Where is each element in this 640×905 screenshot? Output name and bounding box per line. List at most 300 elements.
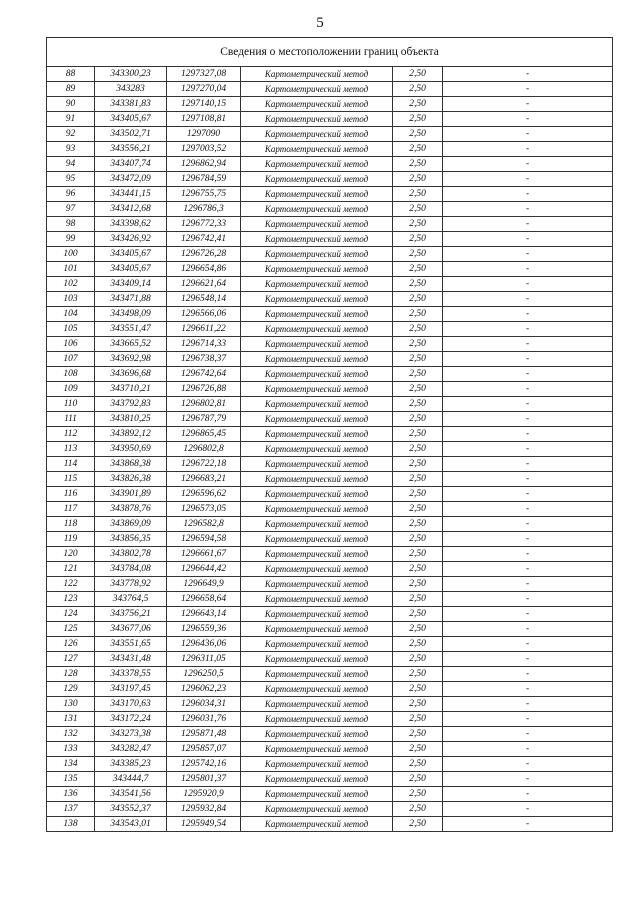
point-number-cell: 104 — [47, 307, 95, 322]
method-cell: Картометрический метод — [241, 787, 393, 802]
coordinate-x-cell: 343441,15 — [95, 187, 167, 202]
coordinate-x-cell: 343273,38 — [95, 727, 167, 742]
table-title-row — [47, 38, 613, 67]
point-number-cell: 95 — [47, 172, 95, 187]
point-number-cell: 108 — [47, 367, 95, 382]
coordinate-y-cell: 1296573,05 — [167, 502, 241, 517]
method-cell: Картометрический метод — [241, 757, 393, 772]
coordinate-x-cell: 343810,25 — [95, 412, 167, 427]
note-cell: - — [443, 157, 613, 172]
point-number-cell: 117 — [47, 502, 95, 517]
coordinate-x-cell: 343472,09 — [95, 172, 167, 187]
coordinate-y-cell: 1295920,9 — [167, 787, 241, 802]
method-cell: Картометрический метод — [241, 667, 393, 682]
note-cell: - — [443, 97, 613, 112]
note-cell: - — [443, 502, 613, 517]
point-number-cell: 99 — [47, 232, 95, 247]
coordinate-x-cell: 343778,92 — [95, 577, 167, 592]
table-row — [47, 712, 613, 727]
coordinate-x-cell: 343710,21 — [95, 382, 167, 397]
table-row — [47, 277, 613, 292]
note-cell: - — [443, 772, 613, 787]
table-row — [47, 217, 613, 232]
point-number-cell: 91 — [47, 112, 95, 127]
accuracy-cell: 2,50 — [393, 187, 443, 202]
note-cell: - — [443, 667, 613, 682]
table-body — [47, 38, 613, 832]
coordinate-x-cell: 343950,69 — [95, 442, 167, 457]
coordinate-x-cell: 343426,92 — [95, 232, 167, 247]
accuracy-cell: 2,50 — [393, 697, 443, 712]
coordinate-y-cell: 1297108,81 — [167, 112, 241, 127]
point-number-cell: 113 — [47, 442, 95, 457]
table-row — [47, 157, 613, 172]
coordinate-y-cell: 1297327,08 — [167, 67, 241, 82]
point-number-cell: 118 — [47, 517, 95, 532]
point-number-cell: 94 — [47, 157, 95, 172]
note-cell: - — [443, 472, 613, 487]
coordinate-x-cell: 343498,09 — [95, 307, 167, 322]
coordinate-y-cell: 1296802,8 — [167, 442, 241, 457]
coordinate-x-cell: 343502,71 — [95, 127, 167, 142]
accuracy-cell: 2,50 — [393, 637, 443, 652]
note-cell: - — [443, 727, 613, 742]
accuracy-cell: 2,50 — [393, 142, 443, 157]
coordinate-y-cell: 1296649,9 — [167, 577, 241, 592]
point-number-cell: 106 — [47, 337, 95, 352]
table-row — [47, 457, 613, 472]
accuracy-cell: 2,50 — [393, 277, 443, 292]
coordinate-x-cell: 343407,74 — [95, 157, 167, 172]
accuracy-cell: 2,50 — [393, 427, 443, 442]
accuracy-cell: 2,50 — [393, 802, 443, 817]
coordinate-y-cell: 1296714,33 — [167, 337, 241, 352]
coordinate-x-cell: 343471,88 — [95, 292, 167, 307]
table-row — [47, 742, 613, 757]
table-row — [47, 187, 613, 202]
note-cell: - — [443, 622, 613, 637]
coordinate-y-cell: 1296742,41 — [167, 232, 241, 247]
point-number-cell: 133 — [47, 742, 95, 757]
coordinate-x-cell: 343543,01 — [95, 817, 167, 832]
method-cell: Картометрический метод — [241, 802, 393, 817]
table-row — [47, 412, 613, 427]
coordinate-x-cell: 343197,45 — [95, 682, 167, 697]
accuracy-cell: 2,50 — [393, 112, 443, 127]
accuracy-cell: 2,50 — [393, 202, 443, 217]
coordinate-y-cell: 1296772,33 — [167, 217, 241, 232]
method-cell: Картометрический метод — [241, 382, 393, 397]
point-number-cell: 120 — [47, 547, 95, 562]
method-cell: Картометрический метод — [241, 397, 393, 412]
coordinate-y-cell: 1296742,64 — [167, 367, 241, 382]
note-cell: - — [443, 487, 613, 502]
note-cell: - — [443, 787, 613, 802]
method-cell: Картометрический метод — [241, 577, 393, 592]
point-number-cell: 135 — [47, 772, 95, 787]
note-cell: - — [443, 307, 613, 322]
coordinate-y-cell: 1296862,94 — [167, 157, 241, 172]
point-number-cell: 127 — [47, 652, 95, 667]
accuracy-cell: 2,50 — [393, 127, 443, 142]
method-cell: Картометрический метод — [241, 607, 393, 622]
coordinate-y-cell: 1296802,81 — [167, 397, 241, 412]
note-cell: - — [443, 382, 613, 397]
point-number-cell: 115 — [47, 472, 95, 487]
point-number-cell: 90 — [47, 97, 95, 112]
table-row — [47, 802, 613, 817]
accuracy-cell: 2,50 — [393, 412, 443, 427]
table-row — [47, 172, 613, 187]
coordinate-y-cell: 1296784,59 — [167, 172, 241, 187]
method-cell: Картометрический метод — [241, 352, 393, 367]
coordinate-y-cell: 1297090 — [167, 127, 241, 142]
coordinate-y-cell: 1296582,8 — [167, 517, 241, 532]
method-cell: Картометрический метод — [241, 247, 393, 262]
point-number-cell: 126 — [47, 637, 95, 652]
point-number-cell: 97 — [47, 202, 95, 217]
coordinate-x-cell: 343868,38 — [95, 457, 167, 472]
method-cell: Картометрический метод — [241, 277, 393, 292]
table-row — [47, 577, 613, 592]
coordinate-x-cell: 343405,67 — [95, 112, 167, 127]
coordinate-y-cell: 1296786,3 — [167, 202, 241, 217]
point-number-cell: 134 — [47, 757, 95, 772]
table-row — [47, 442, 613, 457]
accuracy-cell: 2,50 — [393, 757, 443, 772]
accuracy-cell: 2,50 — [393, 247, 443, 262]
note-cell: - — [443, 67, 613, 82]
method-cell: Картометрический метод — [241, 742, 393, 757]
coordinate-y-cell: 1296726,28 — [167, 247, 241, 262]
coordinate-x-cell: 343412,68 — [95, 202, 167, 217]
note-cell: - — [443, 427, 613, 442]
accuracy-cell: 2,50 — [393, 472, 443, 487]
note-cell: - — [443, 142, 613, 157]
note-cell: - — [443, 637, 613, 652]
accuracy-cell: 2,50 — [393, 562, 443, 577]
coordinate-y-cell: 1296611,22 — [167, 322, 241, 337]
note-cell: - — [443, 652, 613, 667]
note-cell: - — [443, 322, 613, 337]
table-row — [47, 337, 613, 352]
accuracy-cell: 2,50 — [393, 232, 443, 247]
accuracy-cell: 2,50 — [393, 292, 443, 307]
table-row — [47, 202, 613, 217]
accuracy-cell: 2,50 — [393, 547, 443, 562]
accuracy-cell: 2,50 — [393, 487, 443, 502]
method-cell: Картометрический метод — [241, 727, 393, 742]
coordinate-x-cell: 343172,24 — [95, 712, 167, 727]
point-number-cell: 129 — [47, 682, 95, 697]
coordinate-x-cell: 343878,76 — [95, 502, 167, 517]
coordinate-y-cell: 1297140,15 — [167, 97, 241, 112]
coordinate-x-cell: 343892,12 — [95, 427, 167, 442]
note-cell: - — [443, 82, 613, 97]
point-number-cell: 110 — [47, 397, 95, 412]
note-cell: - — [443, 412, 613, 427]
coordinate-y-cell: 1295949,54 — [167, 817, 241, 832]
table-row — [47, 757, 613, 772]
method-cell: Картометрический метод — [241, 472, 393, 487]
table-row — [47, 232, 613, 247]
coordinate-y-cell: 1296436,06 — [167, 637, 241, 652]
coordinate-y-cell: 1296787,79 — [167, 412, 241, 427]
accuracy-cell: 2,50 — [393, 712, 443, 727]
table-row — [47, 502, 613, 517]
table-row — [47, 367, 613, 382]
table-row — [47, 397, 613, 412]
note-cell: - — [443, 607, 613, 622]
note-cell: - — [443, 112, 613, 127]
method-cell: Картометрический метод — [241, 712, 393, 727]
table-row — [47, 637, 613, 652]
accuracy-cell: 2,50 — [393, 622, 443, 637]
note-cell: - — [443, 457, 613, 472]
table-row — [47, 652, 613, 667]
coordinate-x-cell: 343405,67 — [95, 247, 167, 262]
coordinate-y-cell: 1296865,45 — [167, 427, 241, 442]
coordinate-y-cell: 1296738,37 — [167, 352, 241, 367]
accuracy-cell: 2,50 — [393, 577, 443, 592]
table-row — [47, 697, 613, 712]
method-cell: Картометрический метод — [241, 427, 393, 442]
coordinate-y-cell: 1296654,86 — [167, 262, 241, 277]
note-cell: - — [443, 532, 613, 547]
method-cell: Картометрический метод — [241, 547, 393, 562]
note-cell: - — [443, 247, 613, 262]
method-cell: Картометрический метод — [241, 307, 393, 322]
accuracy-cell: 2,50 — [393, 787, 443, 802]
method-cell: Картометрический метод — [241, 487, 393, 502]
method-cell: Картометрический метод — [241, 112, 393, 127]
table-row — [47, 607, 613, 622]
coordinate-y-cell: 1296034,31 — [167, 697, 241, 712]
accuracy-cell: 2,50 — [393, 367, 443, 382]
coordinate-y-cell: 1296643,14 — [167, 607, 241, 622]
point-number-cell: 103 — [47, 292, 95, 307]
point-number-cell: 111 — [47, 412, 95, 427]
coordinate-y-cell: 1296031,76 — [167, 712, 241, 727]
coordinate-x-cell: 343283 — [95, 82, 167, 97]
point-number-cell: 89 — [47, 82, 95, 97]
accuracy-cell: 2,50 — [393, 727, 443, 742]
accuracy-cell: 2,50 — [393, 172, 443, 187]
boundary-coordinates-table — [46, 37, 613, 832]
coordinate-x-cell: 343826,38 — [95, 472, 167, 487]
table-row — [47, 127, 613, 142]
point-number-cell: 132 — [47, 727, 95, 742]
accuracy-cell: 2,50 — [393, 337, 443, 352]
note-cell: - — [443, 202, 613, 217]
point-number-cell: 116 — [47, 487, 95, 502]
coordinate-x-cell: 343541,56 — [95, 787, 167, 802]
method-cell: Картометрический метод — [241, 817, 393, 832]
accuracy-cell: 2,50 — [393, 592, 443, 607]
point-number-cell: 96 — [47, 187, 95, 202]
accuracy-cell: 2,50 — [393, 307, 443, 322]
method-cell: Картометрический метод — [241, 217, 393, 232]
point-number-cell: 100 — [47, 247, 95, 262]
accuracy-cell: 2,50 — [393, 817, 443, 832]
accuracy-cell: 2,50 — [393, 502, 443, 517]
coordinate-x-cell: 343756,21 — [95, 607, 167, 622]
accuracy-cell: 2,50 — [393, 397, 443, 412]
point-number-cell: 101 — [47, 262, 95, 277]
method-cell: Картометрический метод — [241, 97, 393, 112]
note-cell: - — [443, 712, 613, 727]
method-cell: Картометрический метод — [241, 202, 393, 217]
note-cell: - — [443, 172, 613, 187]
coordinate-y-cell: 1296755,75 — [167, 187, 241, 202]
table-row — [47, 292, 613, 307]
method-cell: Картометрический метод — [241, 412, 393, 427]
coordinate-y-cell: 1296658,64 — [167, 592, 241, 607]
table-row — [47, 817, 613, 832]
accuracy-cell: 2,50 — [393, 352, 443, 367]
coordinate-y-cell: 1296644,42 — [167, 562, 241, 577]
coordinate-x-cell: 343431,48 — [95, 652, 167, 667]
coordinate-x-cell: 343696,68 — [95, 367, 167, 382]
note-cell: - — [443, 817, 613, 832]
method-cell: Картометрический метод — [241, 337, 393, 352]
boundary-table-container — [46, 37, 612, 832]
table-row — [47, 322, 613, 337]
note-cell: - — [443, 232, 613, 247]
coordinate-y-cell: 1296661,67 — [167, 547, 241, 562]
accuracy-cell: 2,50 — [393, 742, 443, 757]
method-cell: Картометрический метод — [241, 442, 393, 457]
method-cell: Картометрический метод — [241, 262, 393, 277]
method-cell: Картометрический метод — [241, 82, 393, 97]
table-row — [47, 427, 613, 442]
coordinate-y-cell: 1295742,16 — [167, 757, 241, 772]
accuracy-cell: 2,50 — [393, 157, 443, 172]
coordinate-y-cell: 1296596,62 — [167, 487, 241, 502]
table-row — [47, 562, 613, 577]
coordinate-y-cell: 1296311,05 — [167, 652, 241, 667]
coordinate-y-cell: 1296722,18 — [167, 457, 241, 472]
note-cell: - — [443, 697, 613, 712]
table-row — [47, 667, 613, 682]
point-number-cell: 124 — [47, 607, 95, 622]
point-number-cell: 112 — [47, 427, 95, 442]
method-cell: Картометрический метод — [241, 622, 393, 637]
point-number-cell: 92 — [47, 127, 95, 142]
note-cell: - — [443, 397, 613, 412]
note-cell: - — [443, 277, 613, 292]
note-cell: - — [443, 592, 613, 607]
note-cell: - — [443, 217, 613, 232]
note-cell: - — [443, 742, 613, 757]
coordinate-y-cell: 1296548,14 — [167, 292, 241, 307]
method-cell: Картометрический метод — [241, 637, 393, 652]
coordinate-x-cell: 343856,35 — [95, 532, 167, 547]
table-row — [47, 517, 613, 532]
method-cell: Картометрический метод — [241, 682, 393, 697]
coordinate-x-cell: 343869,09 — [95, 517, 167, 532]
point-number-cell: 114 — [47, 457, 95, 472]
table-row — [47, 682, 613, 697]
point-number-cell: 119 — [47, 532, 95, 547]
coordinate-x-cell: 343378,55 — [95, 667, 167, 682]
point-number-cell: 105 — [47, 322, 95, 337]
method-cell: Картометрический метод — [241, 232, 393, 247]
method-cell: Картометрический метод — [241, 652, 393, 667]
table-row — [47, 382, 613, 397]
accuracy-cell: 2,50 — [393, 652, 443, 667]
note-cell: - — [443, 442, 613, 457]
method-cell: Картометрический метод — [241, 127, 393, 142]
note-cell: - — [443, 682, 613, 697]
note-cell: - — [443, 577, 613, 592]
coordinate-y-cell: 1296594,58 — [167, 532, 241, 547]
table-row — [47, 472, 613, 487]
table-row — [47, 487, 613, 502]
accuracy-cell: 2,50 — [393, 607, 443, 622]
table-row — [47, 247, 613, 262]
point-number-cell: 102 — [47, 277, 95, 292]
coordinate-x-cell: 343381,83 — [95, 97, 167, 112]
table-row — [47, 352, 613, 367]
coordinate-x-cell: 343282,47 — [95, 742, 167, 757]
method-cell: Картометрический метод — [241, 292, 393, 307]
coordinate-x-cell: 343300,23 — [95, 67, 167, 82]
point-number-cell: 107 — [47, 352, 95, 367]
coordinate-x-cell: 343552,37 — [95, 802, 167, 817]
method-cell: Картометрический метод — [241, 322, 393, 337]
table-row — [47, 82, 613, 97]
point-number-cell: 136 — [47, 787, 95, 802]
point-number-cell: 137 — [47, 802, 95, 817]
coordinate-y-cell: 1295871,48 — [167, 727, 241, 742]
method-cell: Картометрический метод — [241, 592, 393, 607]
coordinate-x-cell: 343792,83 — [95, 397, 167, 412]
table-row — [47, 532, 613, 547]
point-number-cell: 98 — [47, 217, 95, 232]
table-row — [47, 772, 613, 787]
note-cell: - — [443, 352, 613, 367]
method-cell: Картометрический метод — [241, 502, 393, 517]
coordinate-x-cell: 343764,5 — [95, 592, 167, 607]
accuracy-cell: 2,50 — [393, 532, 443, 547]
coordinate-x-cell: 343556,21 — [95, 142, 167, 157]
method-cell: Картометрический метод — [241, 172, 393, 187]
accuracy-cell: 2,50 — [393, 517, 443, 532]
coordinate-x-cell: 343901,89 — [95, 487, 167, 502]
note-cell: - — [443, 562, 613, 577]
table-row — [47, 142, 613, 157]
point-number-cell: 128 — [47, 667, 95, 682]
coordinate-x-cell: 343170,63 — [95, 697, 167, 712]
accuracy-cell: 2,50 — [393, 442, 443, 457]
note-cell: - — [443, 292, 613, 307]
method-cell: Картометрический метод — [241, 772, 393, 787]
method-cell: Картометрический метод — [241, 142, 393, 157]
note-cell: - — [443, 367, 613, 382]
table-row — [47, 547, 613, 562]
table-row — [47, 787, 613, 802]
accuracy-cell: 2,50 — [393, 67, 443, 82]
coordinate-x-cell: 343784,08 — [95, 562, 167, 577]
coordinate-x-cell: 343405,67 — [95, 262, 167, 277]
coordinate-y-cell: 1296683,21 — [167, 472, 241, 487]
note-cell: - — [443, 757, 613, 772]
coordinate-y-cell: 1295801,37 — [167, 772, 241, 787]
note-cell: - — [443, 547, 613, 562]
table-row — [47, 592, 613, 607]
coordinate-y-cell: 1297270,04 — [167, 82, 241, 97]
